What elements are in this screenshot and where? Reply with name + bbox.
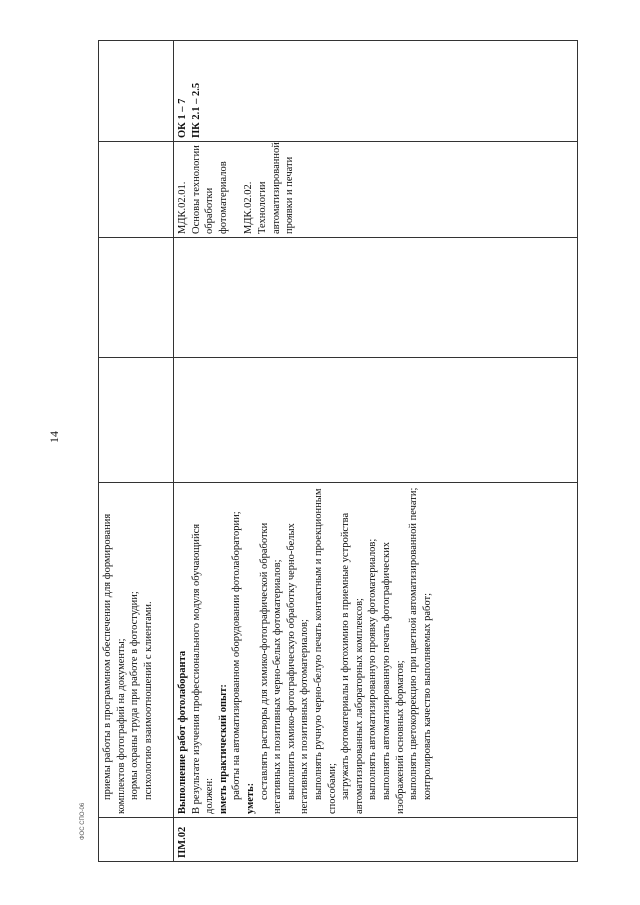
mdk-1: МДК.02.01. Основы технологии обработки фотоматериалов: [177, 145, 229, 234]
continued-line-2: нормы охраны труда при работе в фотостудии;: [129, 591, 141, 800]
page-number: 14: [47, 431, 61, 443]
skill-item: выполнять автоматизированную проявку фотоматериалов;: [367, 538, 379, 800]
competency-cell: [174, 41, 578, 142]
cell-empty-ok: [99, 41, 174, 142]
cell-empty-b: [99, 238, 174, 358]
rotated-table-container: [98, 40, 578, 862]
module-description: [174, 483, 578, 818]
cell-empty-a: [99, 358, 174, 483]
skill-item: выполнять автоматизированную печать фотографических изображений основных форматов;: [380, 542, 406, 814]
cell-code-empty: [99, 818, 174, 862]
mdk-2: МДК.02.02. Технологии автоматизированной проявки и печати: [243, 142, 296, 234]
pk-range: ПК 2.1 – 2.5: [190, 82, 202, 138]
practical-item: работы на автоматизированном оборудовании фотолаборатории;: [231, 511, 243, 800]
mdk-cell: [174, 142, 578, 238]
practical-heading: иметь практический опыт:: [217, 684, 229, 814]
skill-item: контролировать качество выполняемых работ;: [421, 592, 433, 800]
skill-item: выполнять цветокоррекцию при цветной автоматизированной печати;: [408, 487, 420, 800]
skill-item: составлять растворы для химико-фотографической обработки негативных и позитивных черно-белых фотоматериалов;: [258, 522, 284, 814]
module-code: ПМ.02: [174, 818, 578, 862]
skill-item: выполнять ручную черно-белую печать контактным и проекционным способами;: [312, 488, 338, 814]
curriculum-table: [98, 40, 578, 862]
cell-empty-a2: [174, 358, 578, 483]
continued-line-1: приемы работы в программном обеспечении для формирования комплектов фотографий на документы;: [102, 513, 127, 814]
cell-empty-mdk: [99, 142, 174, 238]
continued-line-3: психологию взаимоотношений с клиентами.: [142, 601, 154, 800]
skill-item: загружать фотоматериалы и фотохимию в приемные устройства автоматизированных лабораторных комплексов;: [340, 512, 365, 814]
ok-range: ОК 1 – 7: [177, 98, 188, 138]
cell-empty-b2: [174, 238, 578, 358]
module-title: Выполнение работ фотолаборанта: [177, 650, 188, 814]
module-intro: В результате изучения профессионального модуля обучающийся должен:: [190, 523, 216, 814]
skills-heading: уметь:: [244, 782, 256, 814]
table-row-continued: [99, 41, 174, 862]
footer-mark: ФОС СПО-06: [80, 802, 86, 840]
cell-continued-text: [99, 483, 174, 818]
table-row-pm02: [174, 41, 578, 862]
skill-item: выполнить химико-фотографическую обработку черно-белых негативных и позитивных фотоматериалов;: [285, 523, 311, 814]
